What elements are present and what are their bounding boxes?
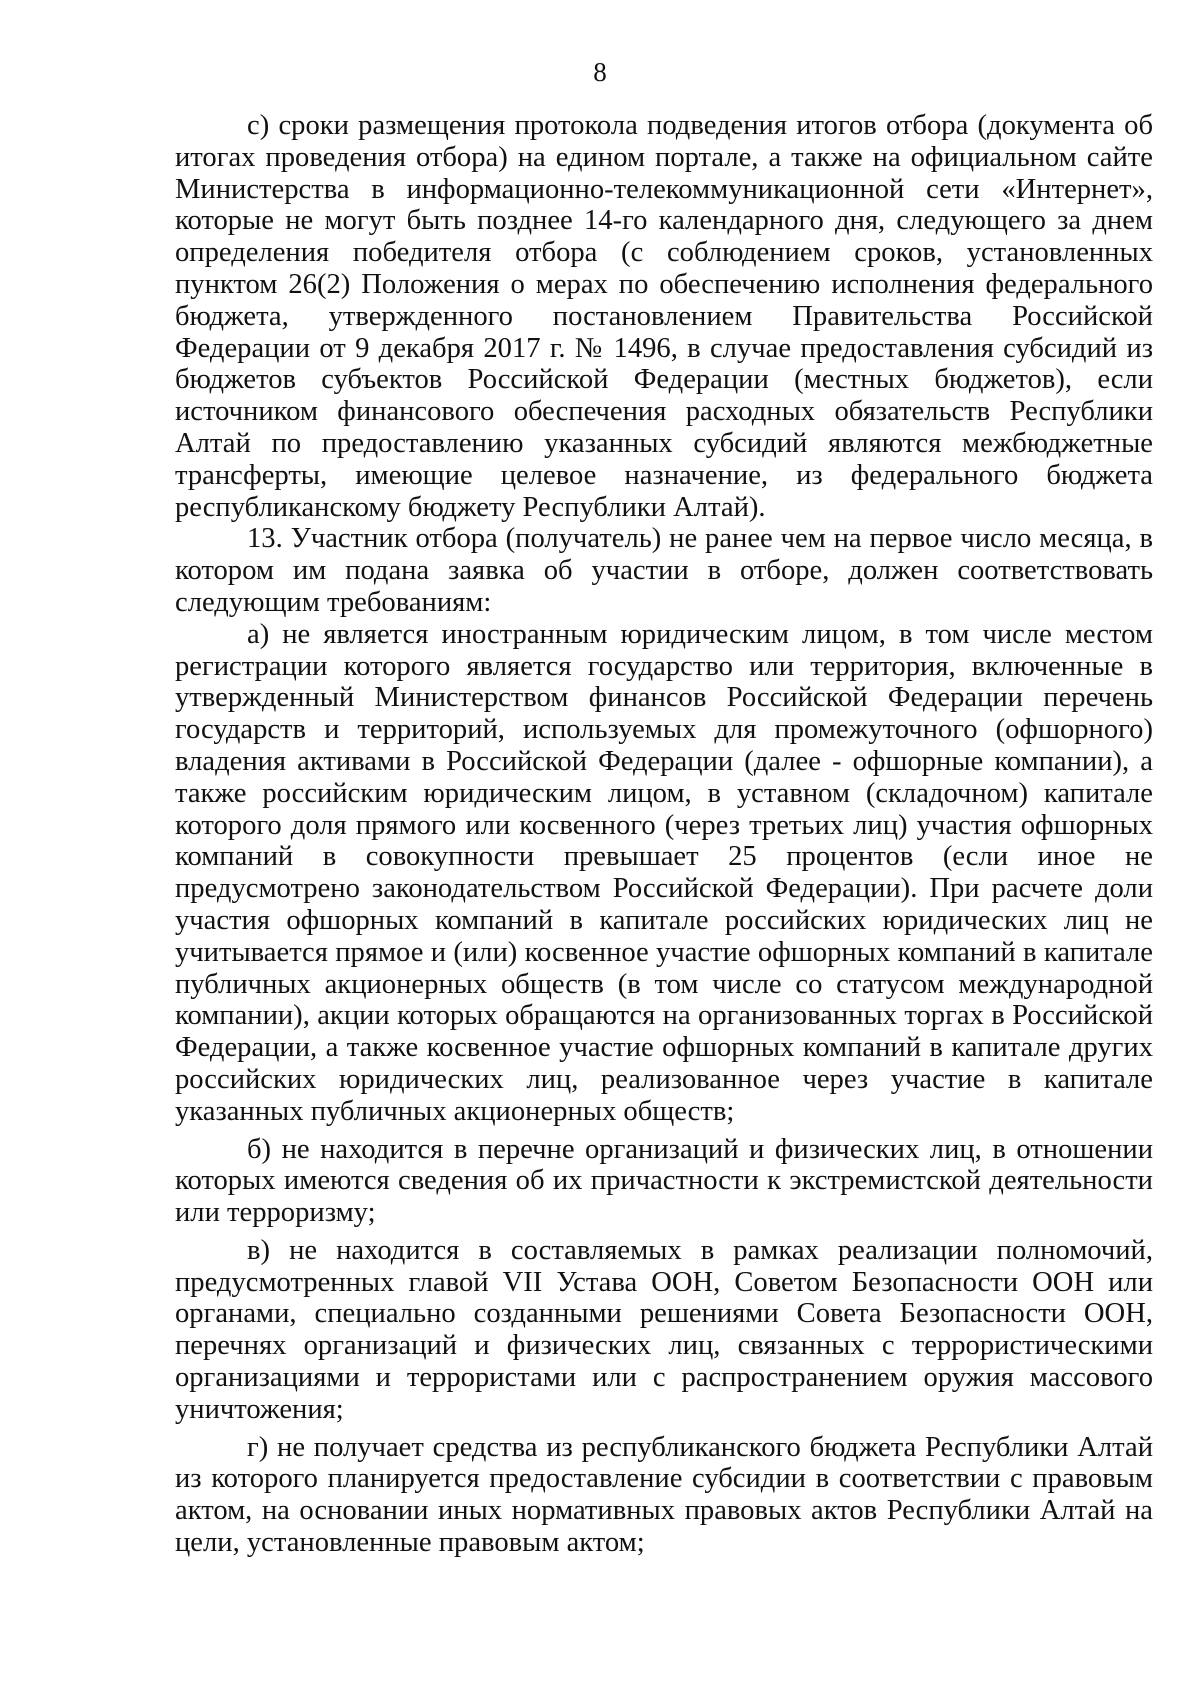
paragraph-item-b-not-in-extremism-list: б) не находится в перечне организаций и физических лиц, в отношении которых имеются сведения об их причастности к экстремистской деятельности или терроризму;	[175, 1133, 1153, 1229]
paragraph-item-c-placement-deadlines: с) сроки размещения протокола подведения итогов отбора (документа об итогах проведения отбора) на едином портале, а также на официальном сайте Министерства в информационно-телекоммуникационной сети «Интернет», которые не могут быть позднее 14-го календарного дня, следующего за днем определения победителя отбора (с соблюдением сроков, установленных пунктом 26(2) Положения о мерах по обеспечению исполнения федерального бюджета, утвержденного постановлением Правительства Российской Федерации от 9 декабря 2017 г. № 1496, в случае предоставления субсидий из бюджетов субъектов Российской Федерации (местных бюджетов), если источником финансового обеспечения расходных обязательств Республики Алтай по предоставлению указанных субсидий являются межбюджетные трансферты, имеющие целевое назначение, из федерального бюджета республиканскому бюджету Республики Алтай).	[175, 110, 1153, 523]
paragraph-13-participant-requirements: 13. Участник отбора (получатель) не ранее чем на первое число месяца, в котором им подана заявка об участии в отборе, должен соответствовать следующим требованиям:	[175, 523, 1153, 618]
document-body	[175, 110, 1153, 1559]
paragraph-item-a-not-foreign-entity: а) не является иностранным юридическим лицом, в том числе местом регистрации которого является государство или территория, включенные в утвержденный Министерством финансов Российской Федерации перечень государств и территорий, используемых для промежуточного (офшорного) владения активами в Российской Федерации (далее - офшорные компании), а также российским юридическим лицом, в уставном (складочном) капитале которого доля прямого или косвенного (через третьих лиц) участия офшорных компаний в совокупности превышает 25 процентов (если иное не предусмотрено законодательством Российской Федерации). При расчете доли участия офшорных компаний в капитале российских юридических лиц не учитывается прямое и (или) косвенное участие офшорных компаний в капитале публичных акционерных обществ (в том числе со статусом международной компании), акции которых обращаются на организованных торгах в Российской Федерации, а также косвенное участие офшорных компаний в капитале других российских юридических лиц, реализованное через участие в капитале указанных публичных акционерных обществ;	[175, 618, 1153, 1127]
paragraph-item-v-not-in-un-lists: в) не находится в составляемых в рамках реализации полномочий, предусмотренных главой VII Устава ООН, Советом Безопасности ООН или органами, специально созданными решениями Совета Безопасности ООН, перечнях организаций и физических лиц, связанных с террористическими организациями и террористами или с распространением оружия массового уничтожения;	[175, 1234, 1153, 1425]
page-number: 8	[593, 57, 607, 87]
paragraph-item-g-no-budget-funds: г) не получает средства из республиканского бюджета Республики Алтай из которого планируется предоставление субсидии в соответствии с правовым актом, на основании иных нормативных правовых актов Республики Алтай на цели, установленные правовым актом;	[175, 1431, 1153, 1559]
